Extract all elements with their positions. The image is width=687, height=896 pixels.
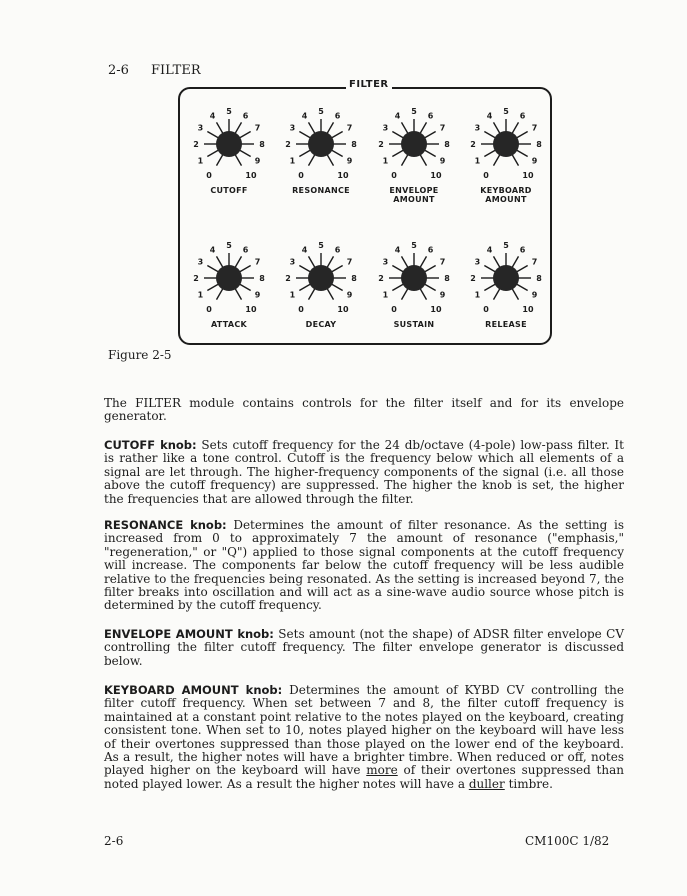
knob-scale-label: 10 [337, 171, 349, 180]
knob-label [456, 186, 556, 204]
keyboard-heading: KEYBOARD AMOUNT knob: [104, 683, 283, 697]
knob-scale-label: 9 [439, 290, 446, 300]
knob-tick [299, 284, 310, 291]
knob-tick [494, 154, 501, 165]
knob-scale-label: 2 [378, 274, 384, 283]
knob-label [179, 320, 279, 329]
knob-scale-label: 5 [503, 107, 509, 116]
knob-sustain[interactable] [372, 234, 456, 344]
knob-tick [516, 266, 527, 273]
knob-tick [207, 150, 218, 157]
knob-tick [420, 154, 427, 165]
knob-keyboard-amount[interactable] [464, 100, 548, 210]
knob-tick [494, 256, 501, 267]
knob-tick [402, 122, 409, 133]
knob-scale-label: 0 [206, 305, 212, 314]
knob-scale-label: 5 [318, 241, 324, 250]
knob-scale-label: 9 [346, 156, 353, 166]
knob-scale-label: 6 [242, 245, 249, 255]
knob-tick [327, 288, 334, 299]
paragraph-intro [104, 397, 624, 424]
knob-scale-label: 5 [411, 241, 417, 250]
knob-tick [235, 122, 242, 133]
knob-scale-label: 3 [474, 257, 481, 267]
knob-cap[interactable] [493, 265, 519, 291]
cutoff-heading: CUTOFF knob: [104, 438, 197, 452]
knob-scale-label: 10 [430, 305, 442, 314]
knob-tick [235, 256, 242, 267]
footer-doc: CM100C 1/82 [525, 834, 610, 848]
knob-tick [309, 154, 316, 165]
paragraph-keyboard [104, 684, 624, 791]
knob-scale-label: 3 [289, 257, 296, 267]
knob-tick [327, 122, 334, 133]
knob-tick [484, 266, 495, 273]
knob-label-line1: RESONANCE [292, 186, 350, 195]
knob-scale-label: 6 [334, 245, 341, 255]
knob-scale-label: 2 [470, 140, 476, 149]
section-number: 2-6 [108, 63, 129, 78]
knob-scale-label: 8 [259, 274, 265, 283]
knob-tick [207, 284, 218, 291]
knob-scale-label: 0 [206, 171, 212, 180]
knob-scale-label: 4 [301, 245, 308, 255]
knob-scale-label: 1 [289, 156, 296, 166]
keyboard-text-1: Determines the amount of KYBD CV controlling the filter cutoff frequency. When set between 7 and 8, the filter cutoff frequency is maintained at a constant point relative to the notes played on the keyboard, creating consistent tone. When set to 10, notes played higher on the keyboard will have less of their overtones suppressed than those played on the lower end of the keyboard. As a result, the higher notes will have a brighter timbre. When reduced or off, notes played higher on the keyboard will have [104, 683, 624, 778]
knob-cap[interactable] [216, 265, 242, 291]
knob-scale-label: 4 [209, 111, 216, 121]
knob-scale-label: 7 [439, 123, 446, 133]
knob-scale-label: 9 [439, 156, 446, 166]
knob-tick [299, 132, 310, 139]
knob-scale-label: 7 [531, 257, 538, 267]
knob-tick [327, 256, 334, 267]
knob-tick [217, 154, 224, 165]
knob-scale-label: 10 [245, 171, 257, 180]
knob-tick [207, 266, 218, 273]
knob-scale-label: 9 [254, 156, 261, 166]
knob-scale-label: 0 [483, 171, 489, 180]
knob-tick [516, 132, 527, 139]
knob-tick [420, 256, 427, 267]
knob-label [364, 320, 464, 329]
knob-label [271, 186, 371, 195]
knob-tick [512, 256, 519, 267]
knob-tick [512, 288, 519, 299]
knob-scale-label: 2 [285, 274, 291, 283]
section-title: FILTER [150, 63, 201, 78]
knob-scale-label: 4 [394, 245, 401, 255]
knob-attack[interactable] [187, 234, 271, 344]
knob-scale-label: 8 [444, 140, 450, 149]
knob-tick [484, 132, 495, 139]
figure-caption: Figure 2-5 [108, 348, 172, 362]
knob-scale-label: 2 [378, 140, 384, 149]
paragraph-cutoff [104, 439, 624, 506]
knob-tick [235, 154, 242, 165]
knob-label-line2: AMOUNT [393, 195, 435, 204]
knob-label-line1: CUTOFF [210, 186, 248, 195]
knob-scale-label: 4 [486, 245, 493, 255]
keyboard-text-3: timbre. [504, 776, 553, 791]
knob-cap[interactable] [308, 265, 334, 291]
knob-tick [424, 150, 435, 157]
knob-scale-label: 10 [245, 305, 257, 314]
knob-scale-label: 2 [193, 274, 199, 283]
knob-envelope-amount[interactable] [372, 100, 456, 210]
envelope-text: Sets amount (not the shape) of ADSR filter envelope CV controlling the filter cutoff frequency. The filter envelope generator is discussed below. [104, 627, 625, 668]
knob-scale-label: 7 [346, 123, 353, 133]
knob-scale-label: 1 [474, 290, 481, 300]
knob-tick [424, 284, 435, 291]
knob-release[interactable] [464, 234, 548, 344]
knob-tick [516, 284, 527, 291]
knob-tick [207, 132, 218, 139]
knob-cap[interactable] [493, 131, 519, 157]
knob-label-line1: SUSTAIN [393, 320, 435, 329]
paragraph-envelope [104, 628, 624, 668]
knob-tick [484, 150, 495, 157]
knob-scale-label: 0 [298, 305, 304, 314]
knob-tick [235, 288, 242, 299]
knob-cutoff[interactable] [187, 100, 271, 210]
knob-scale-label: 5 [503, 241, 509, 250]
knob-tick [420, 122, 427, 133]
paragraph-resonance [104, 519, 624, 613]
knob-scale-label: 3 [382, 123, 389, 133]
knob-scale-label: 10 [522, 171, 534, 180]
knob-scale-label: 4 [301, 111, 308, 121]
knob-tick [424, 266, 435, 273]
knob-scale-label: 0 [483, 305, 489, 314]
knob-scale-label: 8 [444, 274, 450, 283]
knob-scale-label: 1 [197, 156, 204, 166]
knob-scale-label: 7 [531, 123, 538, 133]
knob-tick [299, 150, 310, 157]
knob-tick [217, 288, 224, 299]
knob-tick [331, 150, 342, 157]
knob-tick [512, 122, 519, 133]
knob-tick [309, 256, 316, 267]
keyboard-text-2: of their overtones suppressed than noted played lower. As a result the higher notes will have a [104, 763, 624, 791]
knob-label [456, 320, 556, 329]
knob-scale-label: 1 [474, 156, 481, 166]
knob-cap[interactable] [401, 265, 427, 291]
knob-tick [331, 266, 342, 273]
knob-cap[interactable] [216, 131, 242, 157]
resonance-heading: RESONANCE knob: [104, 518, 227, 532]
knob-tick [299, 266, 310, 273]
knob-scale-label: 7 [439, 257, 446, 267]
knob-tick [424, 132, 435, 139]
knob-scale-label: 3 [197, 123, 204, 133]
knob-scale-label: 6 [519, 245, 526, 255]
knob-scale-label: 7 [346, 257, 353, 267]
knob-cap[interactable] [401, 131, 427, 157]
knob-tick [327, 154, 334, 165]
knob-tick [392, 132, 403, 139]
knob-cap[interactable] [308, 131, 334, 157]
page-header [108, 63, 201, 78]
knob-tick [239, 132, 250, 139]
knob-scale-label: 10 [430, 171, 442, 180]
knob-tick [494, 288, 501, 299]
envelope-heading: ENVELOPE AMOUNT knob: [104, 627, 274, 641]
knob-scale-label: 3 [289, 123, 296, 133]
knob-scale-label: 7 [254, 123, 261, 133]
knob-tick [402, 154, 409, 165]
knob-tick [392, 266, 403, 273]
knob-tick [392, 150, 403, 157]
knob-scale-label: 3 [382, 257, 389, 267]
knob-scale-label: 6 [519, 111, 526, 121]
knob-tick [484, 284, 495, 291]
knob-label-line1: ATTACK [210, 320, 248, 329]
knob-scale-label: 4 [394, 111, 401, 121]
knob-tick [494, 122, 501, 133]
knob-scale-label: 9 [346, 290, 353, 300]
knob-scale-label: 3 [197, 257, 204, 267]
knob-tick [239, 150, 250, 157]
knob-tick [331, 132, 342, 139]
keyboard-duller: duller [468, 776, 505, 791]
knob-label-line1: RELEASE [485, 320, 527, 329]
knob-tick [392, 284, 403, 291]
knob-scale-label: 1 [382, 290, 389, 300]
knob-tick [309, 288, 316, 299]
knob-tick [420, 288, 427, 299]
knob-label-line1: KEYBOARD [480, 186, 532, 195]
knob-scale-label: 2 [470, 274, 476, 283]
intro-text: The FILTER module contains controls for the filter itself and for its envelope generator. [104, 396, 624, 424]
knob-tick [217, 122, 224, 133]
knob-scale-label: 5 [226, 107, 232, 116]
knob-scale-label: 9 [254, 290, 261, 300]
knob-scale-label: 5 [226, 241, 232, 250]
knob-scale-label: 5 [411, 107, 417, 116]
knob-label-line1: ENVELOPE [389, 186, 439, 195]
resonance-text: Determines the amount of filter resonance. As the setting is increased from 0 to approximately 7 the amount of resonance ("emphasis," "regeneration," or "Q") applied to those signal components at the cutoff frequency will increase. The components far below the cutoff frequency will be less audible relative to the frequencies being resonated. As the setting is increased beyond 7, the filter breaks into oscillation and will act as a sine-wave audio source whose pitch is determined by the cutoff frequency. [104, 518, 624, 613]
cutoff-text: Sets cutoff frequency for the 24 db/octave (4-pole) low-pass filter. It is rather like a tone control. Cutoff is the frequency below which all elements of a signal are let through. The higher-frequency components of the signal (i.e. all those above the cutoff frequency) are suppressed. The higher the knob is set, the higher the frequencies that are allowed through the filter. [104, 438, 624, 506]
knob-scale-label: 1 [289, 290, 296, 300]
knob-label [179, 186, 279, 195]
knob-scale-label: 4 [486, 111, 493, 121]
knob-scale-label: 8 [536, 140, 542, 149]
knob-scale-label: 6 [427, 111, 434, 121]
knob-scale-label: 8 [536, 274, 542, 283]
footer-page: 2-6 [104, 834, 124, 848]
knob-tick [402, 256, 409, 267]
knob-scale-label: 0 [391, 305, 397, 314]
knob-tick [217, 256, 224, 267]
keyboard-more: more [366, 763, 398, 778]
panel-title: FILTER [346, 79, 392, 90]
knob-scale-label: 9 [531, 290, 538, 300]
knob-label [364, 186, 464, 204]
knob-tick [402, 288, 409, 299]
knob-scale-label: 5 [318, 107, 324, 116]
knob-label-line1: DECAY [305, 320, 337, 329]
knob-scale-label: 8 [351, 140, 357, 149]
knob-label-line2: AMOUNT [485, 195, 527, 204]
knob-resonance[interactable] [279, 100, 363, 210]
knob-scale-label: 4 [209, 245, 216, 255]
knob-tick [516, 150, 527, 157]
knob-tick [239, 284, 250, 291]
knob-tick [512, 154, 519, 165]
knob-scale-label: 1 [382, 156, 389, 166]
knob-tick [239, 266, 250, 273]
knob-scale-label: 10 [522, 305, 534, 314]
knob-tick [331, 284, 342, 291]
knob-scale-label: 7 [254, 257, 261, 267]
knob-label [271, 320, 371, 329]
knob-scale-label: 2 [193, 140, 199, 149]
knob-decay[interactable] [279, 234, 363, 344]
knob-scale-label: 6 [242, 111, 249, 121]
knob-scale-label: 8 [259, 140, 265, 149]
knob-tick [309, 122, 316, 133]
knob-scale-label: 6 [334, 111, 341, 121]
knob-scale-label: 1 [197, 290, 204, 300]
knob-scale-label: 0 [298, 171, 304, 180]
knob-scale-label: 2 [285, 140, 291, 149]
knob-scale-label: 0 [391, 171, 397, 180]
knob-scale-label: 3 [474, 123, 481, 133]
knob-scale-label: 8 [351, 274, 357, 283]
knob-scale-label: 6 [427, 245, 434, 255]
knob-scale-label: 10 [337, 305, 349, 314]
knob-scale-label: 9 [531, 156, 538, 166]
